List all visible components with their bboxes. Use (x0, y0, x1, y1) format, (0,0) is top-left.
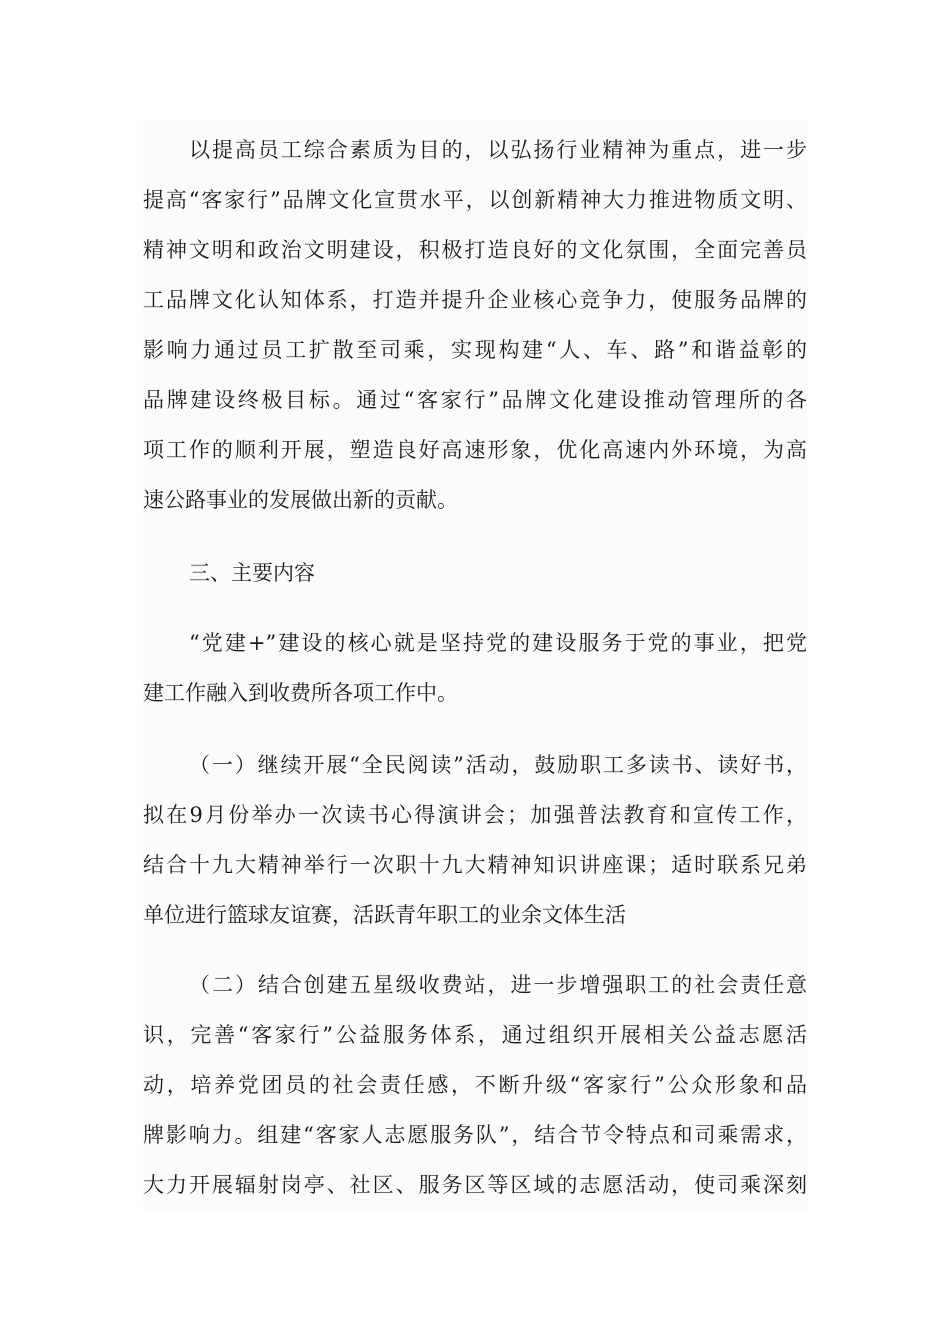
text-line: （一）继续开展“全民阅读”活动，鼓励职工多读书、读好书， (189, 753, 807, 777)
text-line: 速公路事业的发展做出新的贡献。 (143, 488, 458, 512)
text-line: 精神文明和政治文明建设，积极打造良好的文化氛围，全面完善员 (143, 238, 807, 262)
text-line: 单位进行篮球友谊赛，活跃青年职工的业余文体生活 (143, 903, 626, 927)
text-line: 拟在9月份举办一次读书心得演讲会；加强普法教育和宣传工作， (143, 803, 807, 827)
document-page (143, 120, 807, 1210)
text-line: 以提高员工综合素质为目的，以弘扬行业精神为重点，进一步 (189, 138, 807, 162)
text-line: 影响力通过员工扩散至司乘，实现构建“人、车、路”和谐益彰的 (143, 338, 807, 362)
text-line: （二）结合创建五星级收费站，进一步增强职工的社会责任意 (189, 973, 807, 997)
section-heading: 三、主要内容 (189, 561, 315, 585)
text-line: 牌影响力。组建“客家人志愿服务队”，结合节令特点和司乘需求， (143, 1123, 807, 1147)
text-line: 结合十九大精神举行一次职十九大精神知识讲座课；适时联系兄弟 (143, 853, 807, 877)
text-line: 建工作融入到收费所各项工作中。 (143, 681, 458, 705)
text-line: 品牌建设终极目标。通过“客家行”品牌文化建设推动管理所的各 (143, 388, 807, 412)
text-line: 工品牌文化认知体系，打造并提升企业核心竞争力，使服务品牌的 (143, 288, 807, 312)
text-line: “党建+”建设的核心就是坚持党的建设服务于党的事业，把党 (189, 631, 807, 655)
text-line: 项工作的顺利开展，塑造良好高速形象，优化高速内外环境，为高 (143, 438, 807, 462)
text-line: 提高“客家行”品牌文化宣贯水平，以创新精神大力推进物质文明、 (143, 188, 807, 212)
text-line: 识，完善“客家行”公益服务体系，通过组织开展相关公益志愿活 (143, 1023, 807, 1047)
text-line: 大力开展辐射岗亭、社区、服务区等区域的志愿活动，使司乘深刻 (143, 1173, 807, 1197)
text-line: 动，培养党团员的社会责任感，不断升级“客家行”公众形象和品 (143, 1073, 807, 1097)
